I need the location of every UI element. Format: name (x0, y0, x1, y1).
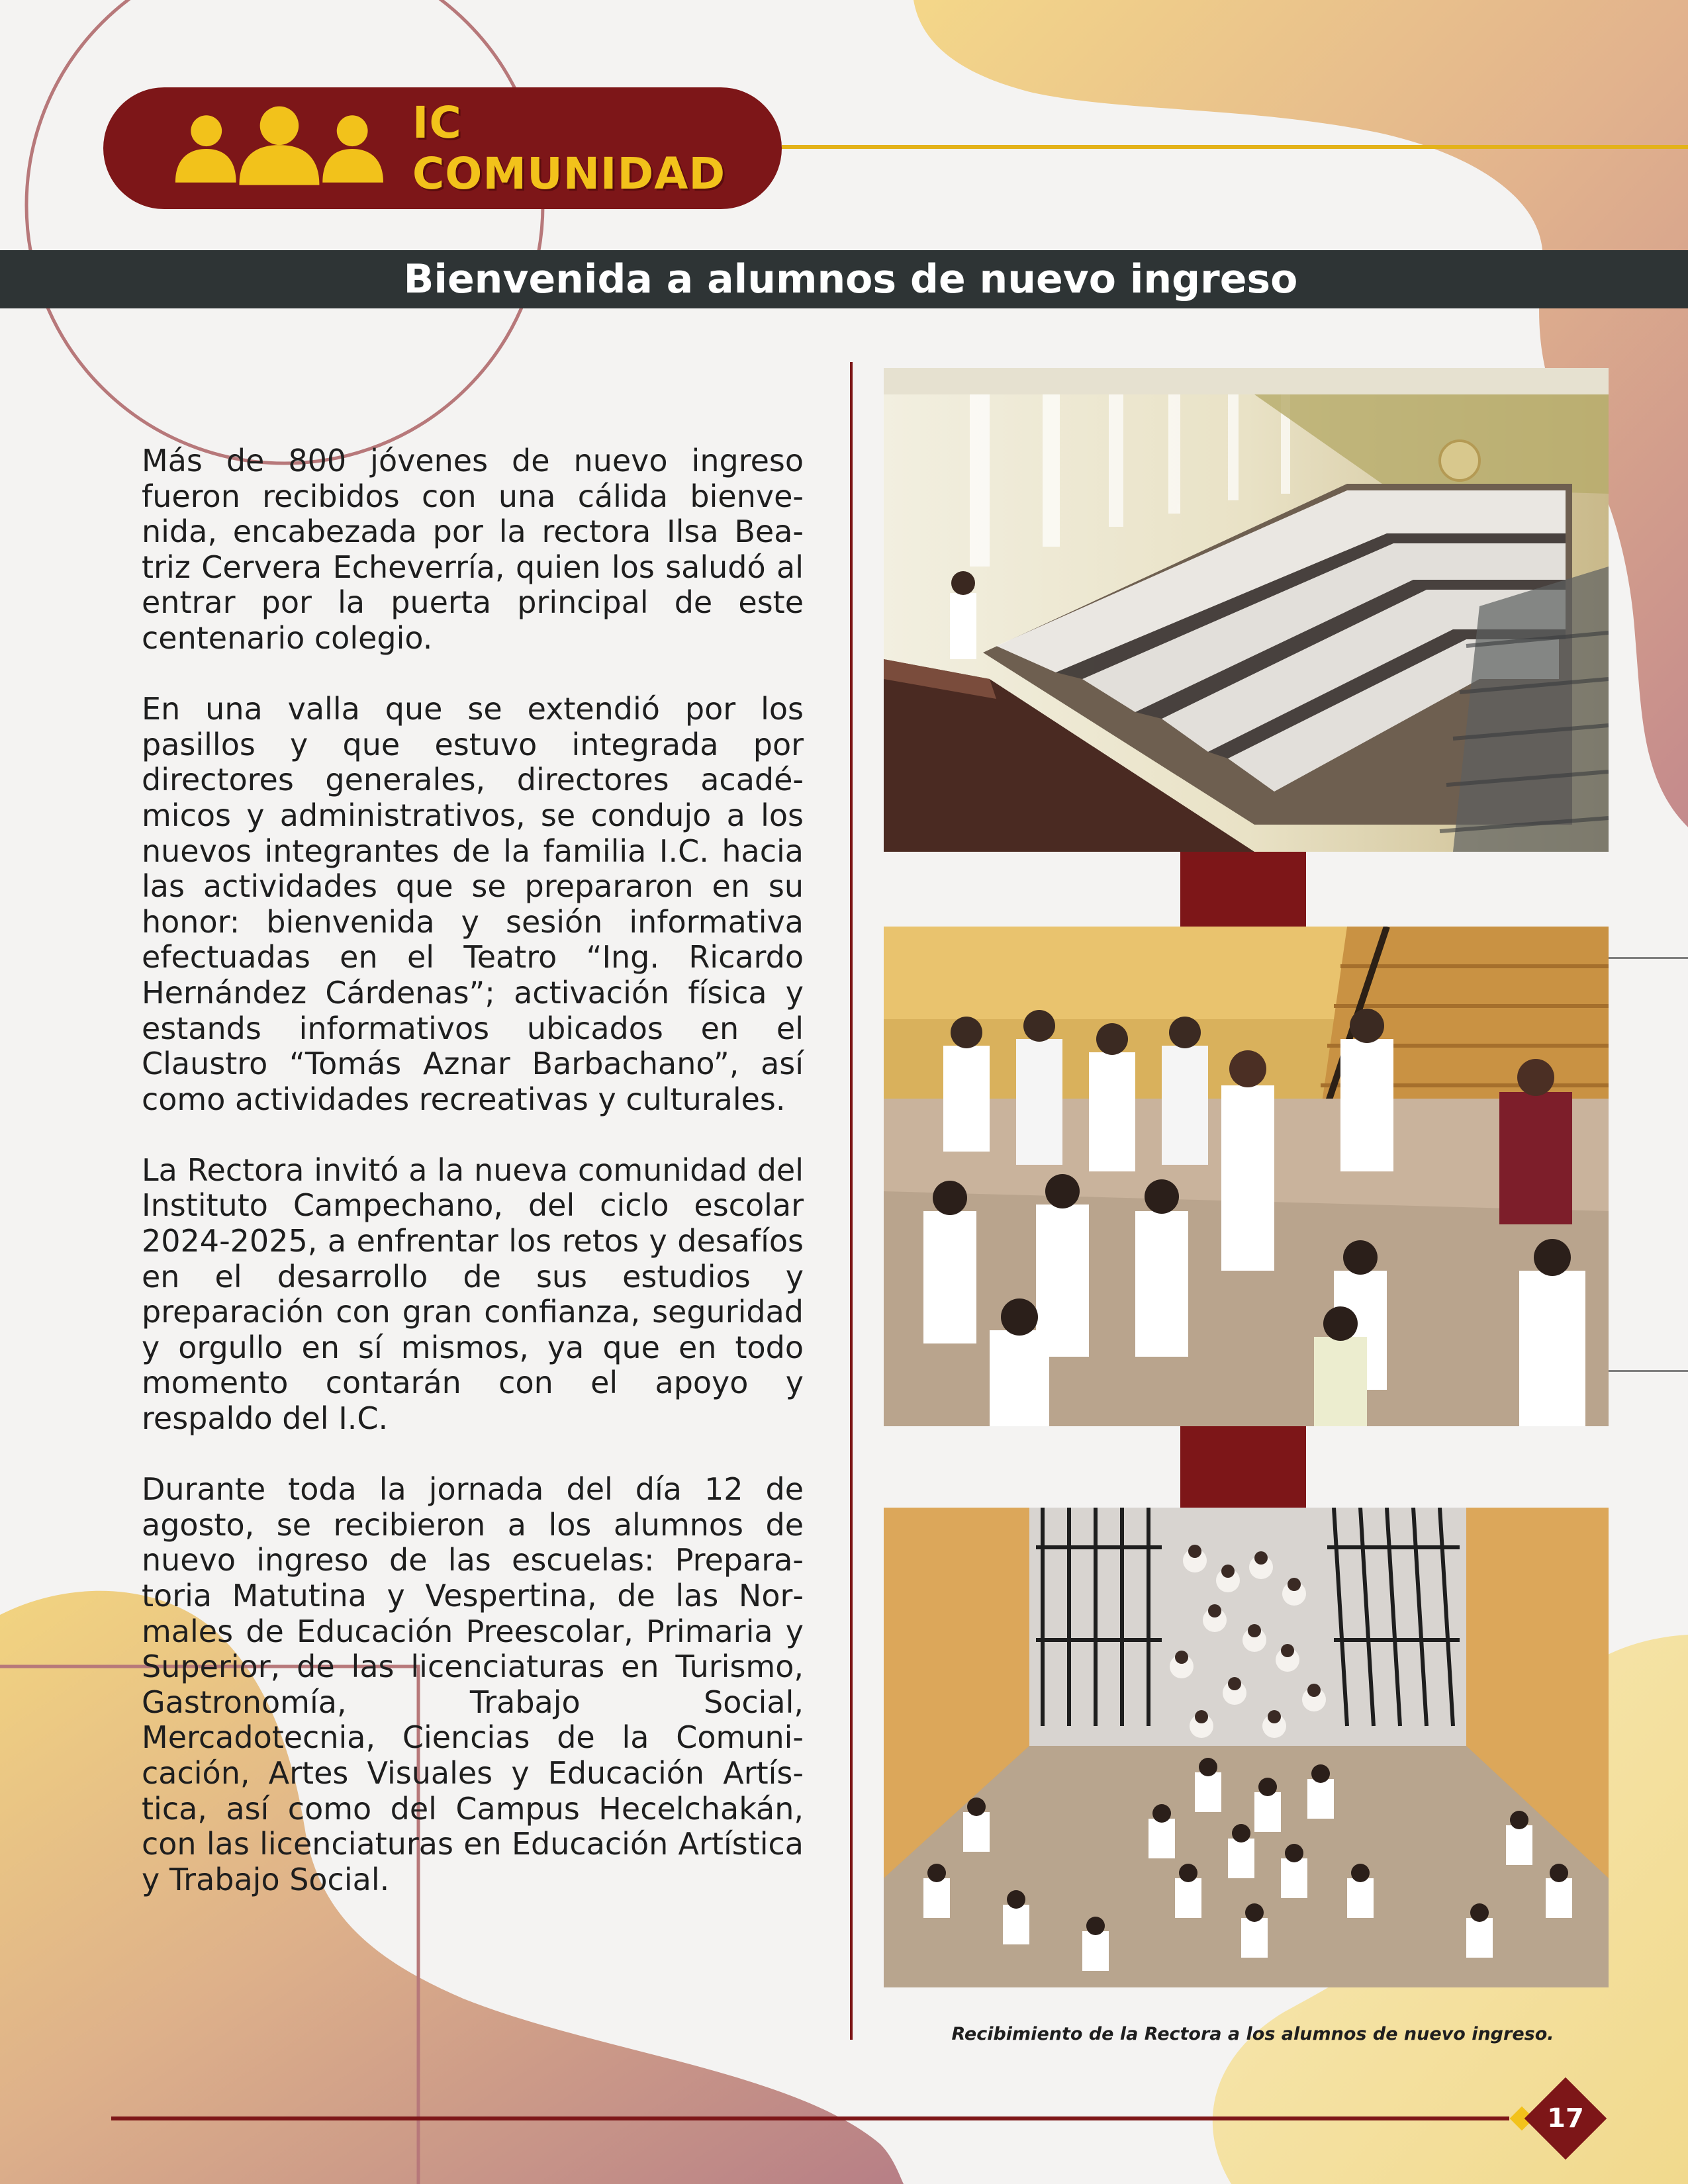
main-gate-arrival-photo (884, 1508, 1609, 1987)
section-header-pill (103, 87, 782, 209)
column-divider (850, 362, 853, 2040)
footer-rule (111, 2116, 1509, 2120)
article-body (142, 443, 804, 1933)
staircase-welcome-photo (884, 927, 1609, 1426)
photo-connector (1180, 852, 1306, 927)
article-title: Bienvenida a alumnos de nuevo ingreso (403, 256, 1298, 302)
theater-audience-photo (884, 368, 1609, 852)
photo-connector (1180, 1426, 1306, 1508)
article-paragraph: En una valla que se extendió por los pasillos y que estuvo integrada por directores generales, directores académicos y administrativos, se condujo a los nuevos integrantes de la familia I.C. hacia las actividades que se prepararon en su honor: bienvenida y sesión informativa efectuadas en el Teatro “Ing. Ricardo Hernández Cárdenas”; activación física y estands informativos ubicados en el Claustro “Tomás Aznar Barbachano”, así como actividades recreativas y culturales. (142, 691, 804, 1117)
article-paragraph: La Rectora invitó a la nueva comunidad del Instituto Campechano, del ciclo escolar 2024-2025, a enfrentar los retos y desafíos en el desarrollo de sus estudios y preparación con gran confianza, seguridad y orgullo en sí mismos, ya que en todo momento contarán con el apoyo y respaldo del I.C. (142, 1152, 804, 1437)
side-rule (1609, 957, 1688, 959)
header-gold-rule (782, 145, 1688, 149)
photo-caption: Recibimiento de la Rectora a los alumnos de nuevo ingreso. (951, 2024, 1554, 2044)
title-band (0, 250, 1688, 308)
article-paragraph: Durante toda la jornada del día 12 de agosto, se recibieron a los alumnos de nuevo ingreso de las escuelas: Preparatoria Matutina y Vespertina, de las Normales de Educación Preescolar, Primaria y Superior, de las licenciaturas en Turismo, Gastronomía, Trabajo Social, Mercadotecnia, Ciencias de la Comunicación, Artes Visuales y Educación Artística, así como del Campus Hecelchakán, con las licenciaturas en Educación Artística y Trabajo Social. (142, 1471, 804, 1897)
side-rule (1609, 1370, 1688, 1372)
section-label: IC COMUNIDAD (412, 97, 726, 199)
page-number: 17 (1547, 2103, 1584, 2134)
article-paragraph: Más de 800 jóvenes de nuevo ingreso fueron recibidos con una cálida bienvenida, encabezada por la rectora Ilsa Beatriz Cervera Echeverría, quien los saludó al entrar por la puerta principal de este centenario colegio. (142, 443, 804, 656)
people-group-icon (173, 105, 386, 191)
